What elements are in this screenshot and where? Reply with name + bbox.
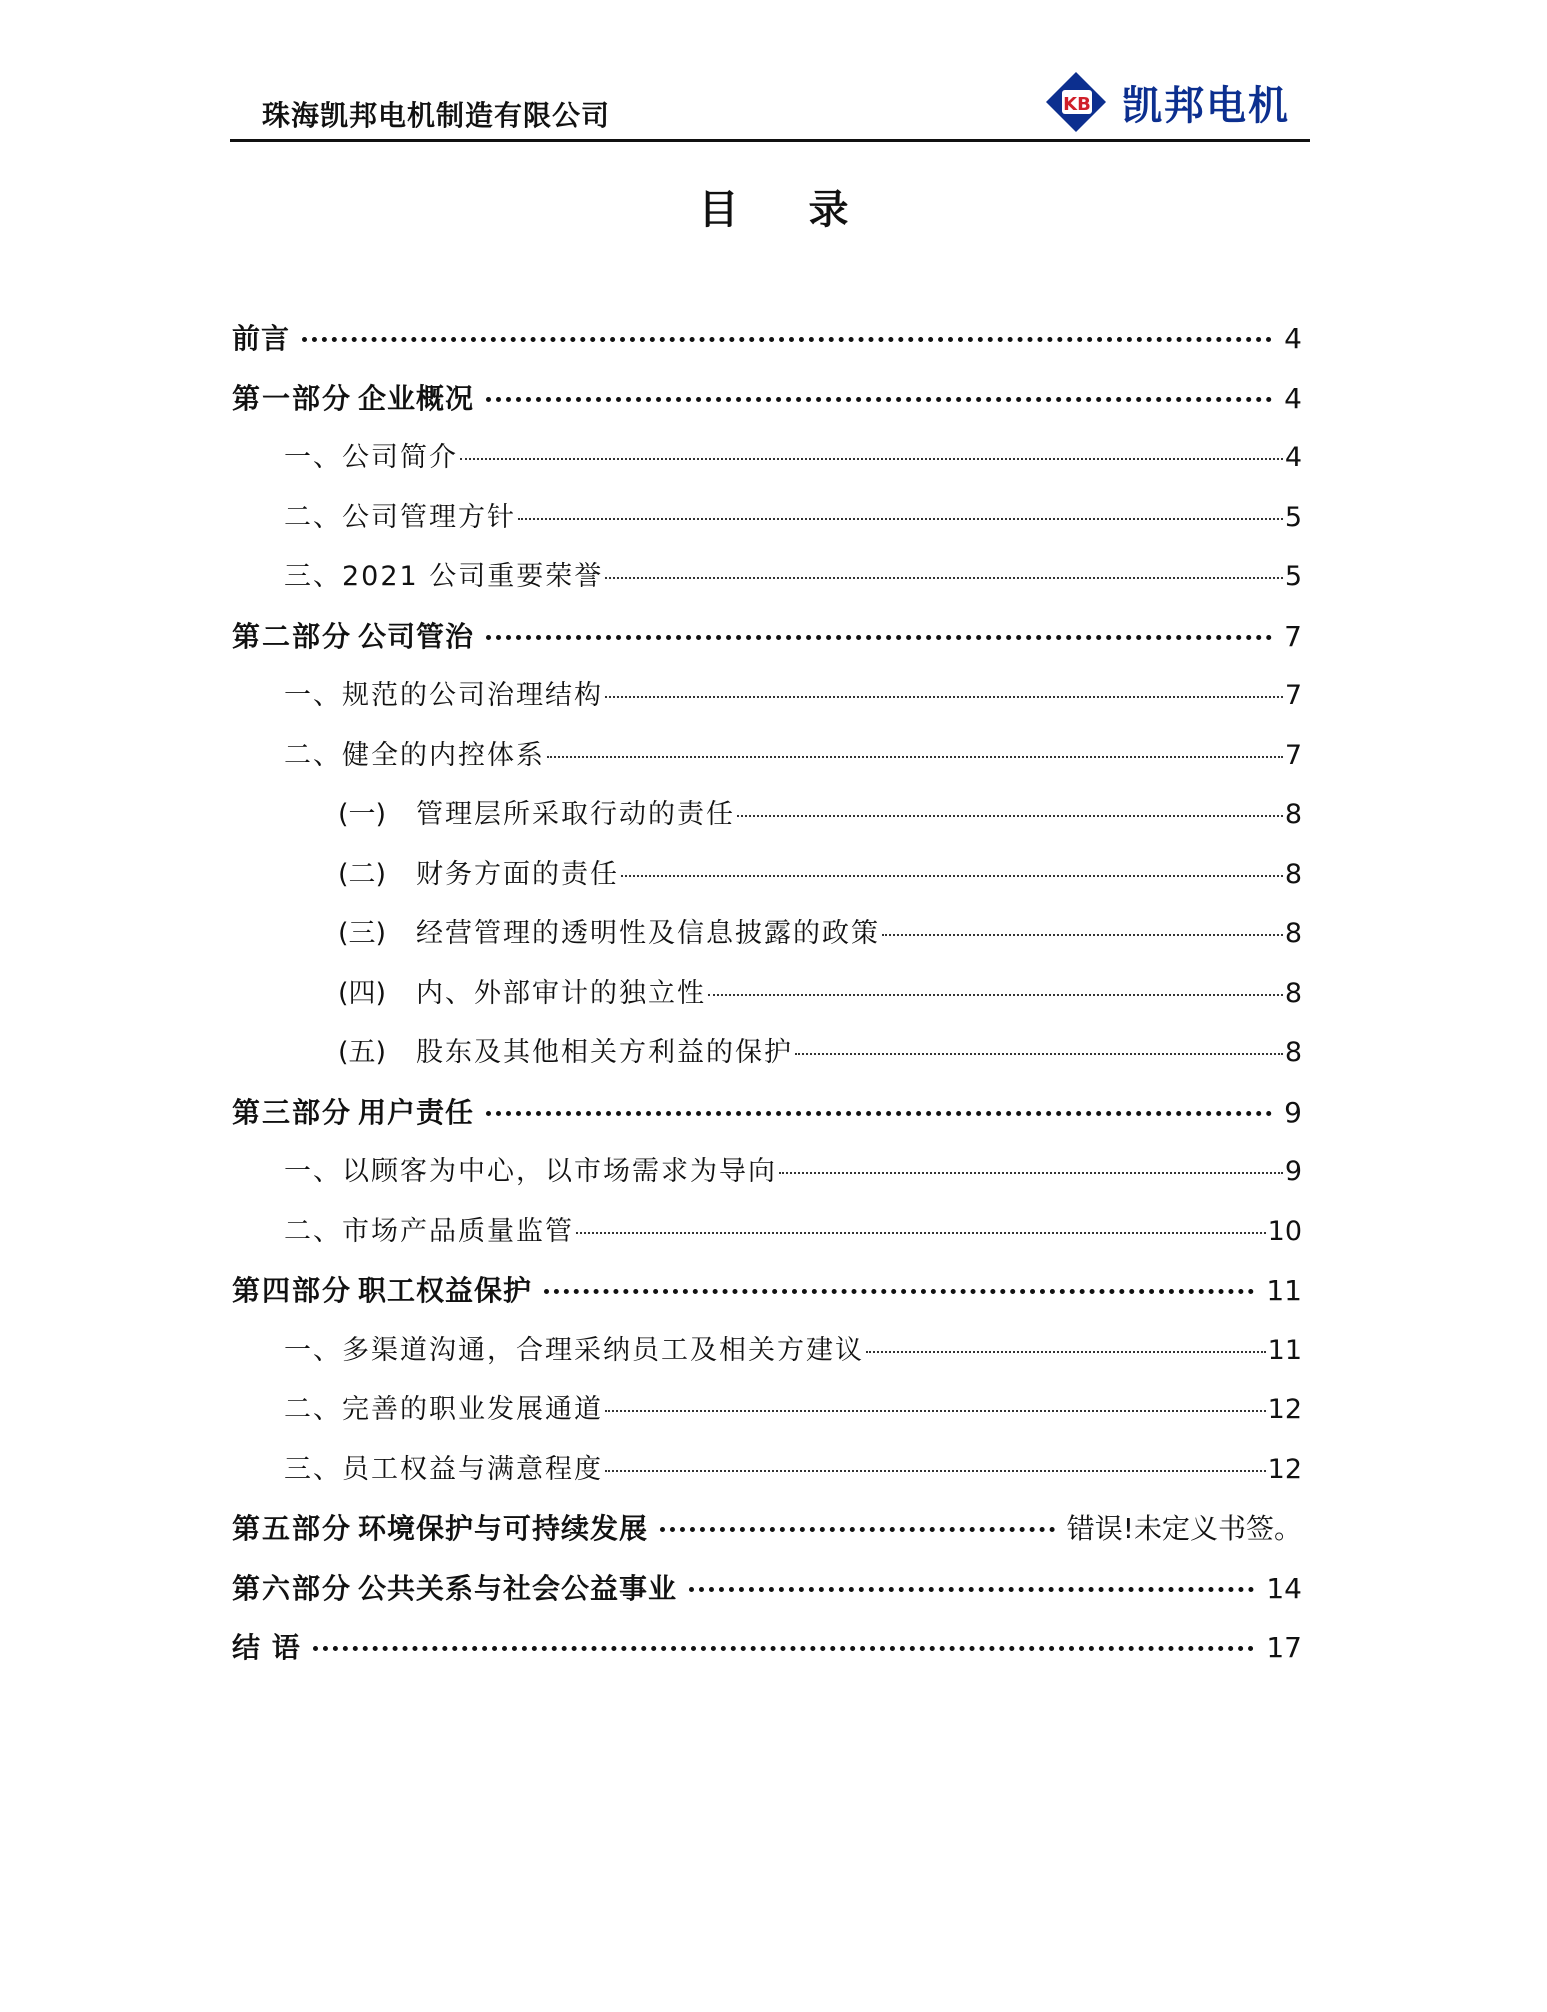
toc-entry-number: 第五部分	[232, 1512, 353, 1545]
toc-entry-page: 8	[1284, 1037, 1302, 1068]
toc-entry-label: 二、健全的内控体系	[284, 739, 545, 771]
toc-entry-label: 内、外部审计的独立性	[416, 977, 706, 1009]
toc-entry-page: 10	[1267, 1215, 1302, 1247]
toc-dot-leader	[737, 815, 1283, 817]
toc-entry-label: 经营管理的透明性及信息披露的政策	[416, 918, 880, 949]
toc-entry-page: 错误!未定义书签。	[1066, 1512, 1302, 1545]
toc-entry[interactable]	[232, 1142, 1302, 1202]
header-divider	[230, 139, 1310, 142]
toc-entry-page: 4	[1284, 442, 1302, 473]
toc-entry-label: 企业概况	[358, 381, 475, 415]
toc-dot-leader	[302, 337, 1272, 342]
toc-entry-page: 17	[1266, 1631, 1302, 1664]
toc-entry-label: 三、员工权益与满意程度	[284, 1453, 603, 1485]
toc-entry-page: 9	[1284, 1156, 1302, 1187]
toc-entry[interactable]	[232, 1083, 1302, 1143]
toc-dot-leader	[547, 756, 1283, 758]
toc-entry[interactable]	[232, 845, 1302, 905]
toc-entry[interactable]	[232, 607, 1302, 667]
toc-entry-page: 12	[1267, 1394, 1302, 1425]
toc-entry-page: 8	[1284, 918, 1302, 949]
toc-entry[interactable]	[232, 666, 1302, 726]
toc-entry[interactable]	[232, 488, 1302, 548]
toc-entry-page: 5	[1284, 501, 1302, 533]
toc-entry[interactable]	[232, 369, 1302, 429]
toc-dot-leader	[460, 458, 1283, 460]
toc-entry-number: (四)	[338, 977, 387, 1009]
toc-dot-leader	[795, 1053, 1283, 1055]
toc-entry-label: 二、市场产品质量监管	[284, 1215, 574, 1247]
toc-entry-label: 职工权益保护	[358, 1274, 533, 1307]
toc-entry-page: 7	[1284, 680, 1302, 711]
toc-entry-label: 用户责任	[358, 1095, 475, 1129]
toc-entry-label: 一、规范的公司治理结构	[284, 680, 603, 711]
company-name: 珠海凯邦电机制造有限公司	[262, 99, 611, 132]
logo-mark-text: KB	[1063, 94, 1091, 115]
toc-entry[interactable]	[232, 1023, 1302, 1083]
toc-entry-page: 5	[1284, 561, 1302, 592]
logo-text: 凯邦电机	[1122, 82, 1290, 129]
toc-entry-label: 一、以顾客为中心，以市场需求为导向	[284, 1156, 777, 1187]
toc-entry-label: 一、公司简介	[284, 442, 458, 473]
toc-entry-label: 股东及其他相关方利益的保护	[416, 1037, 793, 1068]
toc-entry-label: 管理层所采取行动的责任	[416, 799, 735, 830]
toc-entry[interactable]	[232, 964, 1302, 1024]
toc-entry-page: 4	[1284, 322, 1302, 355]
toc-dot-leader	[660, 1527, 1055, 1532]
toc-entry-page: 11	[1267, 1334, 1302, 1366]
page-header	[230, 70, 1310, 142]
toc-entry-label: 环境保护与可持续发展	[358, 1512, 649, 1545]
toc-entry-label: 公司管治	[358, 619, 475, 653]
toc-entry[interactable]	[232, 726, 1302, 786]
toc-entry[interactable]	[232, 1499, 1302, 1559]
toc-entry-page: 8	[1284, 799, 1302, 830]
toc-entry-page: 14	[1266, 1571, 1302, 1605]
toc-entry[interactable]	[232, 1202, 1302, 1262]
table-of-contents	[232, 309, 1302, 1678]
toc-entry-page: 8	[1284, 858, 1302, 890]
toc-dot-leader	[779, 1172, 1283, 1174]
toc-dot-leader	[486, 397, 1272, 402]
toc-dot-leader	[486, 635, 1272, 640]
kb-logo-icon	[1044, 70, 1108, 134]
toc-entry-number: (一)	[338, 799, 387, 830]
toc-dot-leader	[605, 1410, 1266, 1412]
toc-entry-label: 二、完善的职业发展通道	[284, 1394, 603, 1425]
toc-title: 目 录	[698, 187, 877, 233]
toc-dot-leader	[313, 1646, 1255, 1651]
toc-dot-leader	[708, 994, 1283, 996]
company-logo	[1044, 70, 1290, 134]
toc-dot-leader	[605, 1470, 1266, 1472]
toc-entry[interactable]	[232, 428, 1302, 488]
toc-entry[interactable]	[232, 547, 1302, 607]
toc-entry-label: 财务方面的责任	[416, 858, 619, 890]
toc-entry-number: 第一部分	[232, 381, 353, 415]
toc-entry[interactable]	[232, 1559, 1302, 1619]
toc-entry[interactable]	[232, 309, 1302, 369]
toc-entry-page: 7	[1284, 739, 1302, 771]
toc-entry[interactable]	[232, 1440, 1302, 1500]
toc-entry-page: 4	[1284, 381, 1302, 415]
toc-dot-leader	[882, 934, 1283, 936]
toc-entry-label: 前言	[232, 322, 291, 355]
toc-entry-page: 7	[1284, 619, 1302, 653]
toc-dot-leader	[605, 577, 1283, 579]
toc-entry[interactable]	[232, 1618, 1302, 1678]
toc-entry-number: 第二部分	[232, 619, 353, 653]
toc-entry-number: 第三部分	[232, 1095, 353, 1129]
toc-entry-label: 二、公司管理方针	[284, 501, 516, 533]
toc-entry[interactable]	[232, 1321, 1302, 1381]
toc-entry-label: 三、2021 公司重要荣誉	[284, 561, 604, 592]
toc-dot-leader	[689, 1587, 1254, 1592]
toc-entry-page: 8	[1284, 977, 1302, 1009]
toc-entry-page: 9	[1284, 1095, 1302, 1129]
toc-dot-leader	[518, 518, 1283, 520]
toc-entry[interactable]	[232, 904, 1302, 964]
toc-dot-leader	[866, 1351, 1266, 1353]
toc-entry-page: 12	[1267, 1453, 1302, 1485]
toc-dot-leader	[576, 1232, 1266, 1234]
toc-entry[interactable]	[232, 1261, 1302, 1321]
toc-entry-number: (三)	[338, 918, 387, 949]
toc-entry[interactable]	[232, 785, 1302, 845]
toc-entry-label: 一、多渠道沟通，合理采纳员工及相关方建议	[284, 1334, 864, 1366]
toc-entry-label: 公共关系与社会公益事业	[358, 1571, 678, 1605]
toc-entry[interactable]	[232, 1380, 1302, 1440]
toc-entry-number: (二)	[338, 858, 387, 890]
toc-dot-leader	[486, 1111, 1272, 1116]
toc-entry-number: (五)	[338, 1037, 387, 1068]
toc-dot-leader	[621, 875, 1283, 877]
toc-entry-page: 11	[1266, 1274, 1302, 1307]
toc-entry-number: 第六部分	[232, 1571, 353, 1605]
toc-dot-leader	[605, 696, 1283, 698]
toc-dot-leader	[544, 1289, 1254, 1294]
toc-entry-label: 结 语	[232, 1631, 301, 1664]
toc-entry-number: 第四部分	[232, 1274, 353, 1307]
